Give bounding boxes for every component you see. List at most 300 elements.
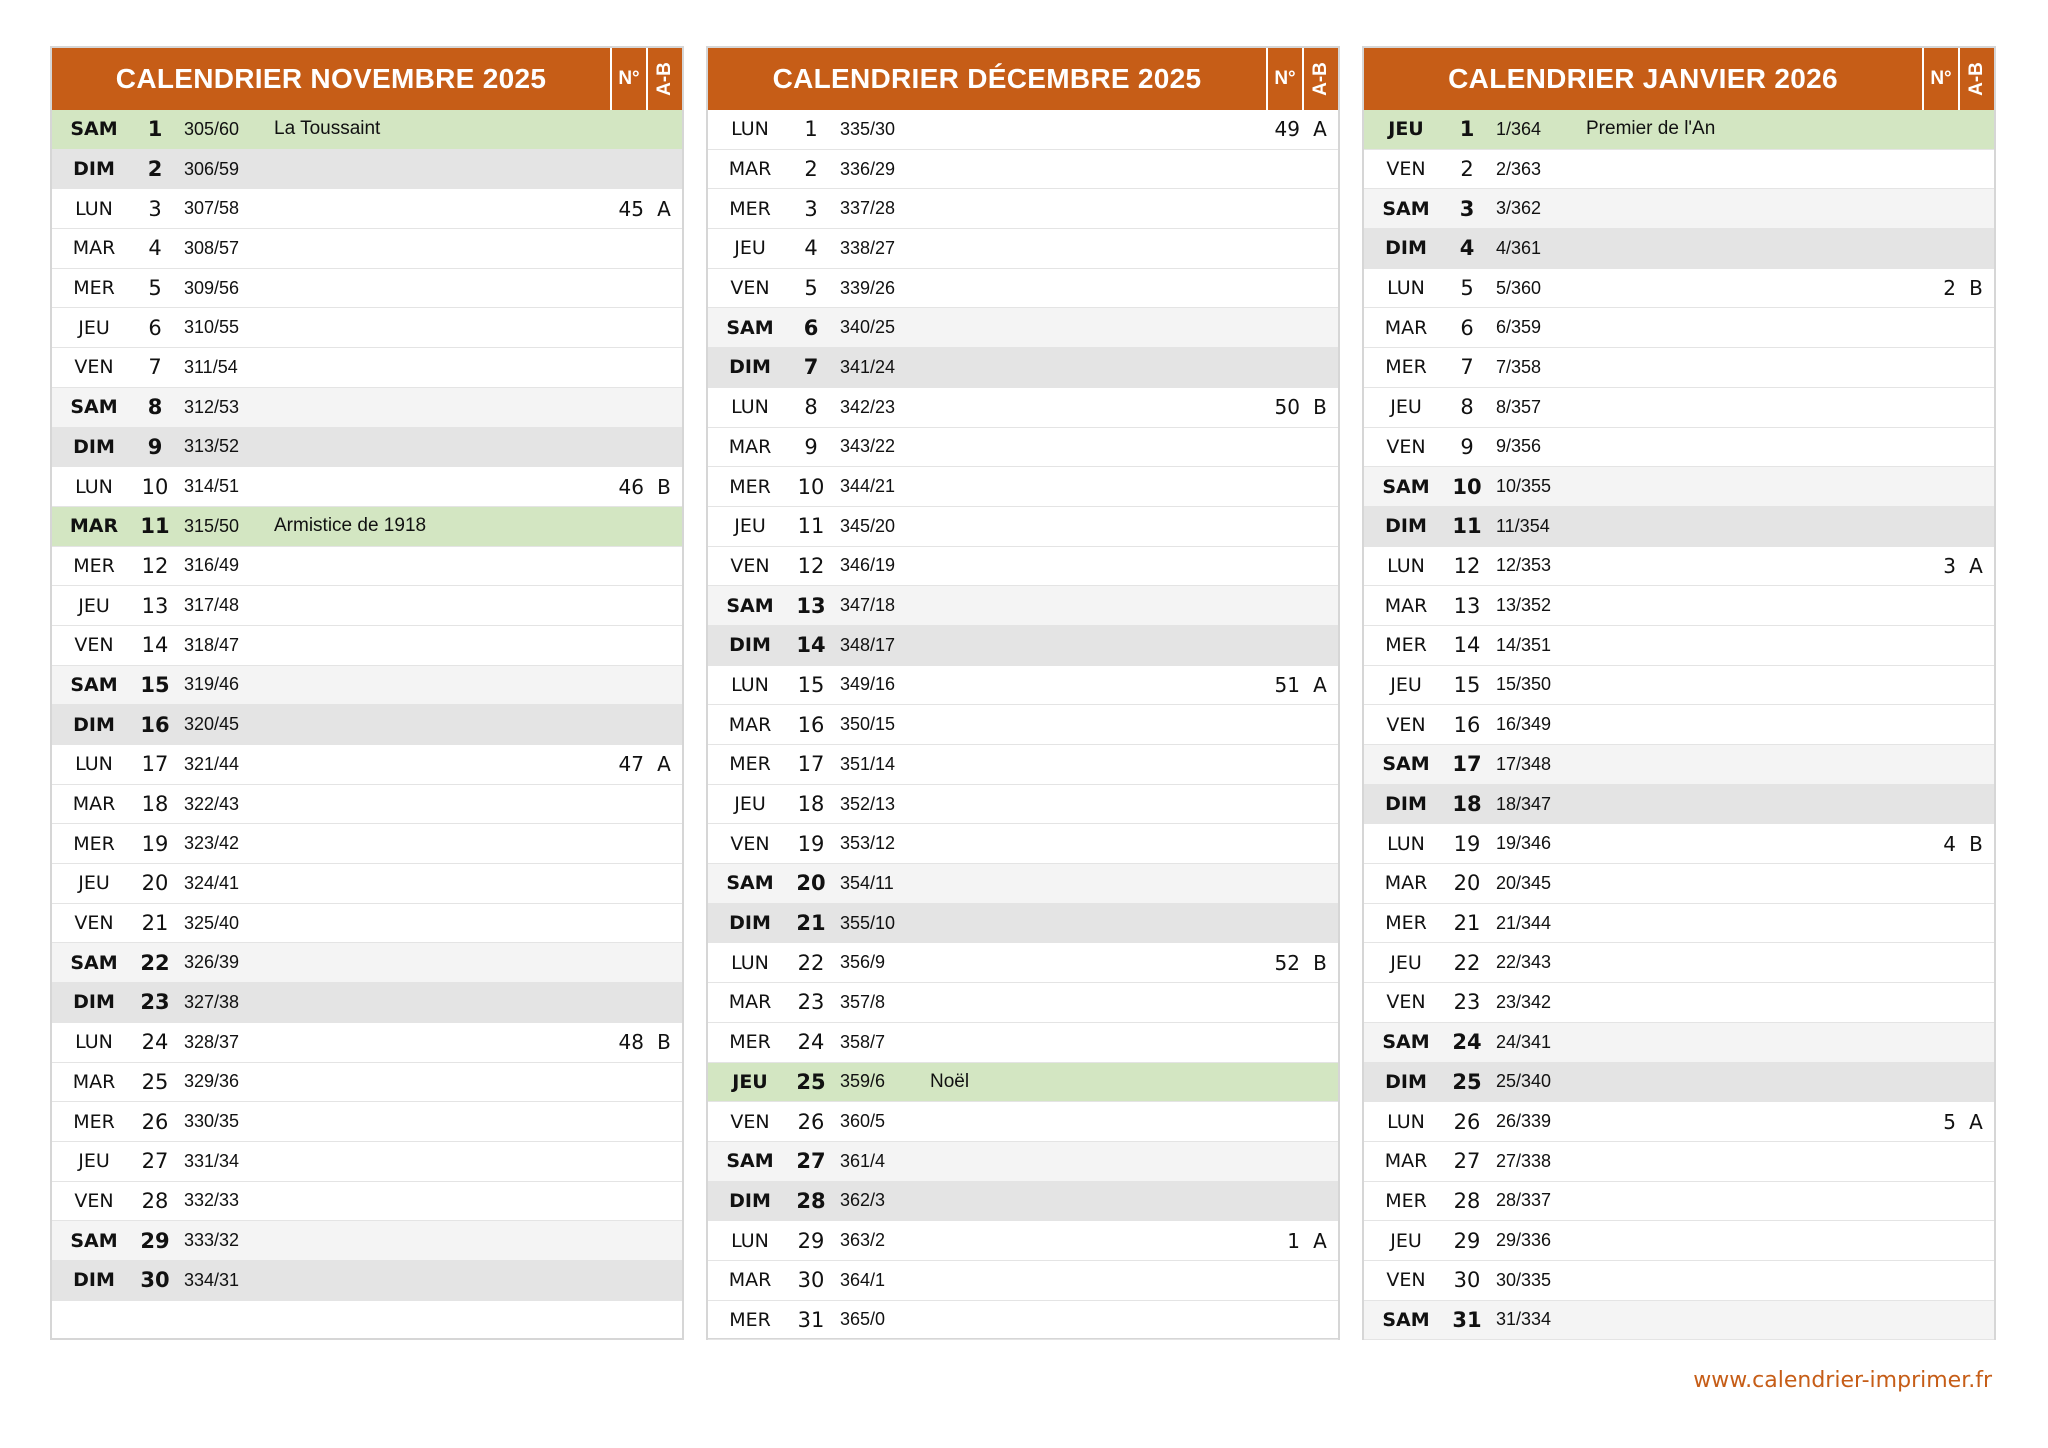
day-row	[708, 388, 1338, 428]
year-day-count: 358/7	[840, 1031, 886, 1052]
day-row	[708, 229, 1338, 269]
day-row	[52, 666, 682, 706]
year-day-count: 24/341	[1496, 1031, 1552, 1052]
day-row	[52, 507, 682, 547]
day-row	[1364, 110, 1994, 150]
day-number: 1	[147, 117, 163, 142]
year-day-count: 354/11	[840, 872, 894, 893]
day-name: JEU	[1388, 118, 1424, 141]
year-day-count: 329/36	[184, 1071, 240, 1092]
day-row	[1364, 586, 1994, 626]
year-day-count: 14/351	[1496, 634, 1552, 655]
day-name: MAR	[69, 515, 119, 538]
month-header	[52, 48, 682, 110]
day-row	[1364, 983, 1994, 1023]
day-name: VEN	[1386, 158, 1426, 181]
day-number: 14	[796, 633, 826, 658]
week-ab-header: A-B	[654, 62, 675, 96]
day-name: JEU	[1390, 951, 1422, 974]
day-name: LUN	[731, 1229, 769, 1252]
day-number: 13	[141, 593, 169, 618]
year-day-count: 339/26	[840, 277, 896, 298]
day-name: JEU	[78, 872, 110, 895]
year-day-count: 2/363	[1496, 158, 1542, 179]
day-row	[52, 745, 682, 785]
day-row	[1364, 189, 1994, 229]
day-number: 20	[141, 871, 169, 896]
year-day-count: 356/9	[840, 952, 886, 973]
website-link[interactable]: www.calendrier-imprimer.fr	[1693, 1368, 1992, 1393]
day-row	[52, 983, 682, 1023]
day-name: VEN	[730, 832, 770, 855]
year-day-count: 314/51	[184, 476, 240, 497]
year-day-count: 327/38	[184, 991, 240, 1012]
day-row	[1364, 626, 1994, 666]
day-name: SAM	[70, 396, 118, 419]
day-row	[708, 983, 1338, 1023]
week-number: 5	[1943, 1109, 1956, 1134]
day-name: DIM	[729, 634, 771, 657]
day-number: 25	[1452, 1069, 1482, 1094]
day-row	[1364, 428, 1994, 468]
day-name: DIM	[1385, 793, 1427, 816]
day-row	[1364, 864, 1994, 904]
year-day-count: 323/42	[184, 833, 240, 854]
day-name: MER	[73, 1110, 115, 1133]
day-number: 23	[140, 990, 170, 1015]
day-name: VEN	[730, 554, 770, 577]
week-ab: B	[1313, 395, 1327, 420]
year-day-count: 5/360	[1496, 277, 1542, 298]
day-name: SAM	[1382, 753, 1430, 776]
week-ab: B	[1969, 276, 1983, 301]
day-number: 14	[1453, 633, 1481, 658]
year-day-count: 330/35	[184, 1111, 240, 1132]
day-row	[1364, 1182, 1994, 1222]
day-name: SAM	[1382, 1308, 1430, 1331]
week-number: 1	[1287, 1228, 1300, 1253]
year-day-count: 7/358	[1496, 356, 1542, 377]
year-day-count: 23/342	[1496, 991, 1552, 1012]
day-number: 15	[797, 672, 825, 697]
week-ab: B	[657, 474, 671, 499]
week-number: 49	[1274, 117, 1300, 142]
day-name: MER	[1385, 912, 1427, 935]
day-name: DIM	[1385, 1070, 1427, 1093]
year-day-count: 348/17	[840, 634, 896, 655]
day-number: 26	[1453, 1109, 1481, 1134]
week-ab-header: A-B	[1310, 62, 1331, 96]
day-row	[708, 1023, 1338, 1063]
year-day-count: 8/357	[1496, 396, 1542, 417]
day-number: 3	[1459, 196, 1475, 221]
day-row	[1364, 507, 1994, 547]
year-day-count: 307/58	[184, 198, 240, 219]
day-row	[708, 1142, 1338, 1182]
year-day-count: 316/49	[184, 555, 240, 576]
day-number: 3	[804, 196, 818, 221]
day-row	[52, 785, 682, 825]
day-number: 29	[797, 1228, 825, 1253]
day-row	[52, 586, 682, 626]
day-name: SAM	[70, 118, 118, 141]
day-name: DIM	[729, 356, 771, 379]
day-name: JEU	[1390, 673, 1422, 696]
year-day-count: 313/52	[184, 436, 240, 457]
year-day-count: 361/4	[840, 1150, 886, 1171]
year-day-count: 346/19	[840, 555, 896, 576]
week-ab: A	[1969, 553, 1983, 578]
day-number: 2	[804, 157, 818, 182]
month-title: CALENDRIER NOVEMBRE 2025	[52, 48, 612, 110]
day-row	[1364, 547, 1994, 587]
day-row	[52, 467, 682, 507]
day-row	[52, 864, 682, 904]
day-name: JEU	[78, 316, 110, 339]
year-day-count: 308/57	[184, 237, 240, 258]
day-name: SAM	[726, 594, 774, 617]
day-row	[52, 824, 682, 864]
day-number: 17	[141, 752, 169, 777]
year-day-count: 322/43	[184, 793, 240, 814]
year-day-count: 355/10	[840, 912, 896, 933]
week-ab: B	[657, 1030, 671, 1055]
day-row	[708, 547, 1338, 587]
day-number: 5	[148, 276, 162, 301]
day-name: LUN	[1387, 832, 1425, 855]
day-row	[708, 467, 1338, 507]
year-day-count: 17/348	[1496, 753, 1552, 774]
year-day-count: 343/22	[840, 436, 896, 457]
day-row	[1364, 824, 1994, 864]
year-day-count: 345/20	[840, 515, 896, 536]
day-number: 26	[141, 1109, 169, 1134]
day-number: 1	[804, 117, 818, 142]
year-day-count: 328/37	[184, 1031, 240, 1052]
year-day-count: 18/347	[1496, 793, 1552, 814]
day-name: MAR	[72, 1070, 116, 1093]
day-number: 8	[147, 395, 163, 420]
year-day-count: 26/339	[1496, 1111, 1552, 1132]
day-number: 16	[1453, 712, 1481, 737]
day-name: MAR	[72, 237, 116, 260]
day-row	[52, 547, 682, 587]
year-day-count: 9/356	[1496, 436, 1542, 457]
day-number: 9	[804, 434, 818, 459]
day-row	[1364, 785, 1994, 825]
week-number-header: N°	[1924, 48, 1960, 110]
day-row	[708, 1301, 1338, 1341]
year-day-count: 347/18	[840, 595, 896, 616]
week-number: 45	[618, 196, 644, 221]
day-row	[708, 745, 1338, 785]
day-row	[708, 1063, 1338, 1103]
day-number: 15	[1453, 672, 1481, 697]
day-row	[52, 904, 682, 944]
day-name: MAR	[1384, 594, 1428, 617]
day-number: 6	[148, 315, 162, 340]
day-row	[708, 586, 1338, 626]
day-row	[1364, 467, 1994, 507]
day-name: VEN	[74, 1189, 114, 1212]
day-row	[708, 150, 1338, 190]
day-row	[52, 626, 682, 666]
year-day-count: 25/340	[1496, 1071, 1552, 1092]
day-row	[708, 428, 1338, 468]
year-day-count: 305/60	[184, 118, 240, 139]
day-number: 18	[141, 792, 169, 817]
day-name: LUN	[731, 396, 769, 419]
day-row	[1364, 1063, 1994, 1103]
day-name: MER	[73, 832, 115, 855]
day-name: DIM	[1385, 237, 1427, 260]
year-day-count: 306/59	[184, 158, 240, 179]
week-ab: A	[1313, 672, 1327, 697]
day-name: SAM	[70, 673, 118, 696]
week-number: 48	[618, 1030, 644, 1055]
day-name: JEU	[734, 515, 766, 538]
day-row	[708, 110, 1338, 150]
day-row	[708, 666, 1338, 706]
day-number: 7	[1460, 355, 1474, 380]
year-day-count: 30/335	[1496, 1269, 1552, 1290]
day-number: 6	[1460, 315, 1474, 340]
day-number: 16	[140, 712, 170, 737]
week-number-header: N°	[612, 48, 648, 110]
day-number: 12	[141, 553, 169, 578]
day-number: 24	[797, 1030, 825, 1055]
day-number: 9	[1460, 434, 1474, 459]
day-number: 29	[140, 1228, 170, 1253]
day-name: DIM	[73, 713, 115, 736]
day-row	[708, 308, 1338, 348]
day-row	[1364, 229, 1994, 269]
day-name: LUN	[731, 951, 769, 974]
day-name: VEN	[74, 634, 114, 657]
day-number: 20	[1453, 871, 1481, 896]
day-number: 24	[141, 1030, 169, 1055]
day-row	[708, 189, 1338, 229]
month-calendar-december	[706, 46, 1340, 1340]
day-name: MER	[1385, 634, 1427, 657]
day-rows	[52, 110, 682, 1301]
year-day-count: 364/1	[840, 1269, 886, 1290]
day-number: 21	[1453, 911, 1481, 936]
day-name: MAR	[728, 713, 772, 736]
week-number: 47	[618, 752, 644, 777]
year-day-count: 357/8	[840, 991, 886, 1012]
day-name: LUN	[75, 1031, 113, 1054]
year-day-count: 340/25	[840, 317, 896, 338]
year-day-count: 338/27	[840, 237, 896, 258]
day-number: 13	[1453, 593, 1481, 618]
day-row	[52, 705, 682, 745]
day-row	[1364, 1023, 1994, 1063]
day-rows	[1364, 110, 1994, 1340]
day-name: MAR	[728, 991, 772, 1014]
month-header	[1364, 48, 1994, 110]
day-row	[1364, 745, 1994, 785]
day-number: 14	[141, 633, 169, 658]
day-number: 10	[797, 474, 825, 499]
year-day-count: 10/355	[1496, 476, 1552, 497]
week-number: 50	[1274, 395, 1300, 420]
year-day-count: 29/336	[1496, 1230, 1552, 1251]
day-number: 17	[797, 752, 825, 777]
event-label: Premier de l'An	[1586, 118, 1716, 140]
year-day-count: 326/39	[184, 952, 240, 973]
year-day-count: 353/12	[840, 833, 896, 854]
day-number: 3	[148, 196, 162, 221]
year-day-count: 350/15	[840, 714, 896, 735]
year-day-count: 12/353	[1496, 555, 1552, 576]
day-name: SAM	[726, 316, 774, 339]
day-row	[1364, 904, 1994, 944]
year-day-count: 19/346	[1496, 833, 1552, 854]
day-name: MER	[1385, 1189, 1427, 1212]
day-row	[1364, 348, 1994, 388]
day-number: 4	[1459, 236, 1475, 261]
event-label: Noël	[930, 1070, 970, 1092]
day-row	[1364, 1102, 1994, 1142]
day-row	[708, 824, 1338, 864]
day-number: 12	[1453, 553, 1481, 578]
day-number: 22	[140, 950, 170, 975]
day-row	[1364, 150, 1994, 190]
year-day-count: 335/30	[840, 118, 896, 139]
day-number: 11	[1452, 514, 1482, 539]
year-day-count: 311/54	[184, 356, 238, 377]
week-ab: A	[657, 752, 671, 777]
day-name: LUN	[75, 753, 113, 776]
day-number: 16	[797, 712, 825, 737]
day-number: 13	[796, 593, 826, 618]
day-number: 11	[140, 514, 170, 539]
year-day-count: 20/345	[1496, 872, 1552, 893]
year-day-count: 31/334	[1496, 1309, 1552, 1330]
day-row	[1364, 1142, 1994, 1182]
day-number: 12	[797, 553, 825, 578]
day-number: 5	[1460, 276, 1474, 301]
day-name: SAM	[70, 1229, 118, 1252]
day-row	[708, 269, 1338, 309]
year-day-count: 324/41	[184, 872, 240, 893]
day-number: 17	[1452, 752, 1482, 777]
day-number: 1	[1459, 117, 1475, 142]
year-day-count: 349/16	[840, 674, 896, 695]
event-label: La Toussaint	[274, 118, 381, 140]
year-day-count: 319/46	[184, 674, 240, 695]
year-day-count: 337/28	[840, 198, 896, 219]
day-number: 7	[148, 355, 162, 380]
day-row	[52, 348, 682, 388]
week-ab: B	[1313, 950, 1327, 975]
year-day-count: 11/354	[1496, 515, 1550, 536]
day-name: MER	[729, 1308, 771, 1331]
day-number: 31	[797, 1307, 825, 1332]
week-ab: A	[1313, 1228, 1327, 1253]
day-row	[52, 1023, 682, 1063]
year-day-count: 321/44	[184, 753, 240, 774]
day-name: LUN	[1387, 277, 1425, 300]
day-name: MER	[729, 1031, 771, 1054]
day-name: MAR	[728, 158, 772, 181]
week-number: 46	[618, 474, 644, 499]
day-name: SAM	[1382, 197, 1430, 220]
day-name: SAM	[726, 1150, 774, 1173]
month-calendar-november	[50, 46, 684, 1340]
day-name: JEU	[1390, 1229, 1422, 1252]
day-name: SAM	[726, 872, 774, 895]
year-day-count: 310/55	[184, 317, 240, 338]
day-row	[1364, 705, 1994, 745]
year-day-count: 1/364	[1496, 118, 1542, 139]
day-number: 24	[1452, 1030, 1482, 1055]
day-row	[52, 308, 682, 348]
year-day-count: 362/3	[840, 1190, 886, 1211]
day-name: VEN	[74, 356, 114, 379]
day-name: MAR	[1384, 872, 1428, 895]
month-title: CALENDRIER JANVIER 2026	[1364, 48, 1924, 110]
day-number: 23	[797, 990, 825, 1015]
year-day-count: 344/21	[840, 476, 896, 497]
day-name: DIM	[729, 912, 771, 935]
day-name: LUN	[1387, 554, 1425, 577]
day-row	[708, 904, 1338, 944]
day-row	[1364, 1301, 1994, 1341]
day-row	[52, 1102, 682, 1142]
day-row	[1364, 1221, 1994, 1261]
day-number: 2	[1460, 157, 1474, 182]
day-row	[52, 150, 682, 190]
year-day-count: 13/352	[1496, 595, 1552, 616]
day-name: LUN	[75, 197, 113, 220]
day-number: 25	[141, 1069, 169, 1094]
day-row	[52, 1182, 682, 1222]
day-row	[708, 1261, 1338, 1301]
year-day-count: 352/13	[840, 793, 896, 814]
day-number: 6	[803, 315, 819, 340]
day-number: 25	[796, 1069, 826, 1094]
year-day-count: 360/5	[840, 1111, 886, 1132]
month-header	[708, 48, 1338, 110]
day-row	[52, 110, 682, 150]
day-number: 10	[141, 474, 169, 499]
day-row	[1364, 308, 1994, 348]
day-name: DIM	[73, 158, 115, 181]
day-name: VEN	[74, 912, 114, 935]
day-row	[708, 1221, 1338, 1261]
year-day-count: 333/32	[184, 1230, 240, 1251]
day-number: 8	[1460, 395, 1474, 420]
day-name: DIM	[729, 1189, 771, 1212]
day-name: MAR	[1384, 316, 1428, 339]
day-name: JEU	[1390, 396, 1422, 419]
day-row	[52, 1221, 682, 1261]
year-day-count: 315/50	[184, 515, 240, 536]
day-name: JEU	[732, 1070, 768, 1093]
day-name: MAR	[1384, 1150, 1428, 1173]
day-number: 30	[1453, 1268, 1481, 1293]
day-name: MER	[729, 753, 771, 776]
day-name: VEN	[1386, 1269, 1426, 1292]
day-row	[1364, 943, 1994, 983]
week-ab: A	[1969, 1109, 1983, 1134]
day-row	[1364, 1261, 1994, 1301]
year-day-count: 27/338	[1496, 1150, 1552, 1171]
day-number: 30	[140, 1268, 170, 1293]
day-number: 30	[797, 1268, 825, 1293]
